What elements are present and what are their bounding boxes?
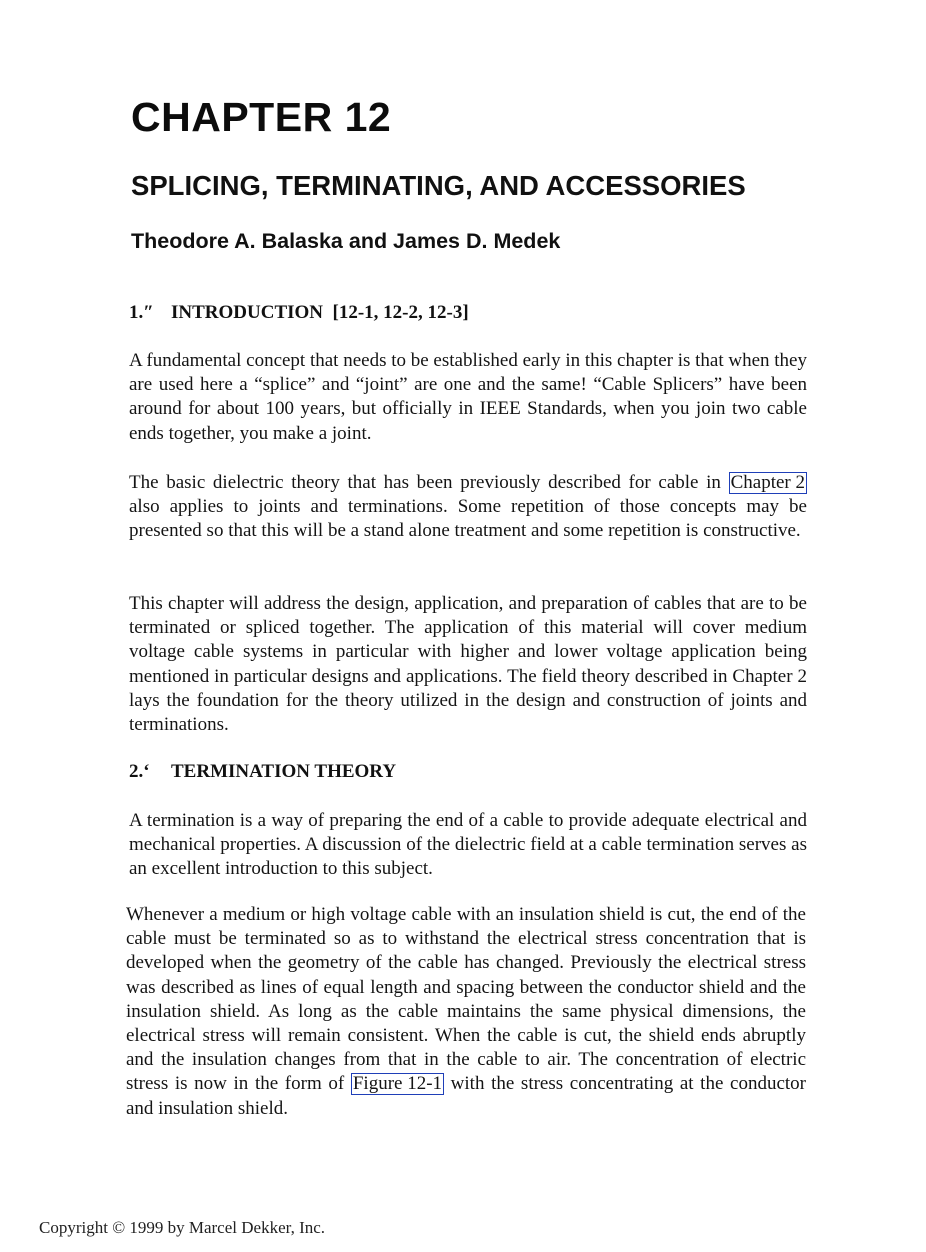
paragraph-text: with the stress concentrating at the conductor and insulation shield. bbox=[126, 1073, 806, 1119]
section-heading-termination-theory bbox=[129, 761, 396, 783]
chapter-authors: Theodore A. Balaska and James D. Medek bbox=[131, 229, 561, 253]
section-references: [12-1, 12-2, 12-3] bbox=[332, 302, 469, 323]
chapter-2-link[interactable]: Chapter 2 bbox=[730, 472, 806, 493]
chapter-number: CHAPTER 12 bbox=[131, 94, 392, 140]
chapter-title: SPLICING, TERMINATING, AND ACCESSORIES bbox=[131, 170, 746, 201]
intro-paragraph-2 bbox=[129, 471, 807, 544]
copyright-notice: Copyright © 1999 by Marcel Dekker, Inc. bbox=[39, 1218, 326, 1237]
paragraph-text: Whenever a medium or high voltage cable with an insulation shield is cut, the end of the cable must be terminated so as to withstand the electrical stress concentration that is developed when the geometry of the cable has changed. Previously the electrical stress was described as lines of equal length and spacing between the conductor shield and the insulation shield. As long as the cable maintains the same physical dimensions, the electrical stress will remain consistent. When the cable is cut, the shield ends abruptly and the insulation changes from that in the cable to air. The concentration of electric stress is now in the form of bbox=[126, 904, 806, 1095]
section-number: 2.ʻ bbox=[129, 761, 150, 782]
paragraph-text: also applies to joints and terminations. Some repetition of those concepts may be presented so that this will be a stand alone treatment and some repetition is constructive. bbox=[129, 496, 807, 542]
figure-12-1-link[interactable]: Figure 12-1 bbox=[352, 1073, 443, 1095]
termination-paragraph-2 bbox=[126, 903, 806, 1121]
paragraph-text: The basic dielectric theory that has been previously described for cable in bbox=[129, 472, 721, 493]
termination-paragraph-1: A termination is a way of preparing the end of a cable to provide adequate electrical and mechanical properties. A discussion of the dielectric field at a cable termination serves as an excellent introduction to this subject. bbox=[129, 810, 807, 880]
section-title: TERMINATION THEORY bbox=[171, 761, 397, 782]
intro-paragraph-1: A fundamental concept that needs to be established early in this chapter is that when they are used here a “splice” and “joint” are one and the same! “Cable Splicers” have been around for about 100 years, but officially in IEEE Standards, when you join two cable ends together, you make a joint. bbox=[129, 350, 807, 444]
section-heading-introduction bbox=[129, 302, 469, 324]
section-title: INTRODUCTION bbox=[171, 302, 324, 323]
intro-paragraph-3: This chapter will address the design, application, and preparation of cables that are to be terminated or spliced together. The application of this material will cover medium voltage cable systems in particular with higher and lower voltage application being mentioned in particular designs and applications. The field theory described in Chapter 2 lays the foundation for the theory utilized in the design and construction of joints and terminations. bbox=[129, 593, 807, 736]
section-number: 1.″ bbox=[129, 302, 154, 323]
